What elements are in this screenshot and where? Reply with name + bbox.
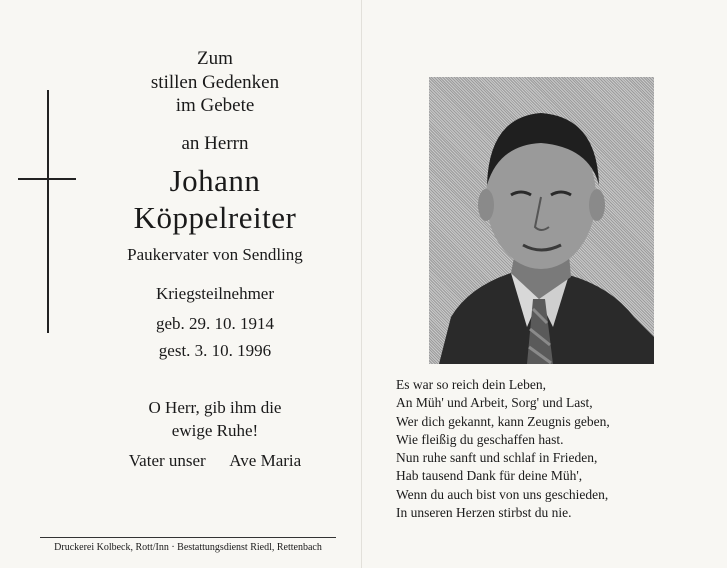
printer-credit: Druckerei Kolbeck, Rott/Inn · Bestattungsdienst Riedl, Rettenbach xyxy=(54,542,322,553)
prayer-line-1: O Herr, gib ihm die xyxy=(148,398,282,417)
poem-line: Nun ruhe sanft und schlaf in Frieden, xyxy=(396,450,598,466)
cross-icon-bar xyxy=(18,178,76,180)
last-name: Köppelreiter xyxy=(133,200,297,235)
fold-line xyxy=(361,0,362,568)
poem-line: In unseren Herzen stirbst du nie. xyxy=(396,505,572,521)
poem-line: Wie fleißig du geschaffen hast. xyxy=(396,431,564,447)
prayer-line-2: ewige Ruhe! xyxy=(171,421,259,440)
first-name: Johann xyxy=(169,163,261,198)
portrait-illustration xyxy=(429,77,654,364)
birth-date: geb. 29. 10. 1914 xyxy=(155,314,275,333)
poem-line: Wenn du auch bist von uns geschieden, xyxy=(396,486,609,502)
poem-line: An Müh' und Arbeit, Sorg' und Last, xyxy=(396,395,593,411)
header-line-4: an Herrn xyxy=(181,133,249,154)
death-date: gest. 3. 10. 1996 xyxy=(158,341,272,360)
footer-divider xyxy=(40,537,336,538)
header-line-3: im Gebete xyxy=(175,95,255,116)
poem xyxy=(396,376,706,522)
poem-line: Wer dich gekannt, kann Zeugnis geben, xyxy=(396,413,610,429)
poem-line: Hab tausend Dank für deine Müh', xyxy=(396,468,583,484)
note: Kriegsteilnehmer xyxy=(155,284,274,303)
header-line-2: stillen Gedenken xyxy=(150,72,280,93)
header-line-1: Zum xyxy=(197,48,233,69)
portrait-photo xyxy=(429,77,654,364)
prayer-a: Vater unser xyxy=(128,451,206,470)
poem-line: Es war so reich dein Leben, xyxy=(396,377,546,392)
cross-icon xyxy=(47,90,49,333)
prayer-b: Ave Maria xyxy=(229,451,302,470)
role: Paukervater von Sendling xyxy=(127,245,303,264)
prayer-names xyxy=(80,451,350,471)
